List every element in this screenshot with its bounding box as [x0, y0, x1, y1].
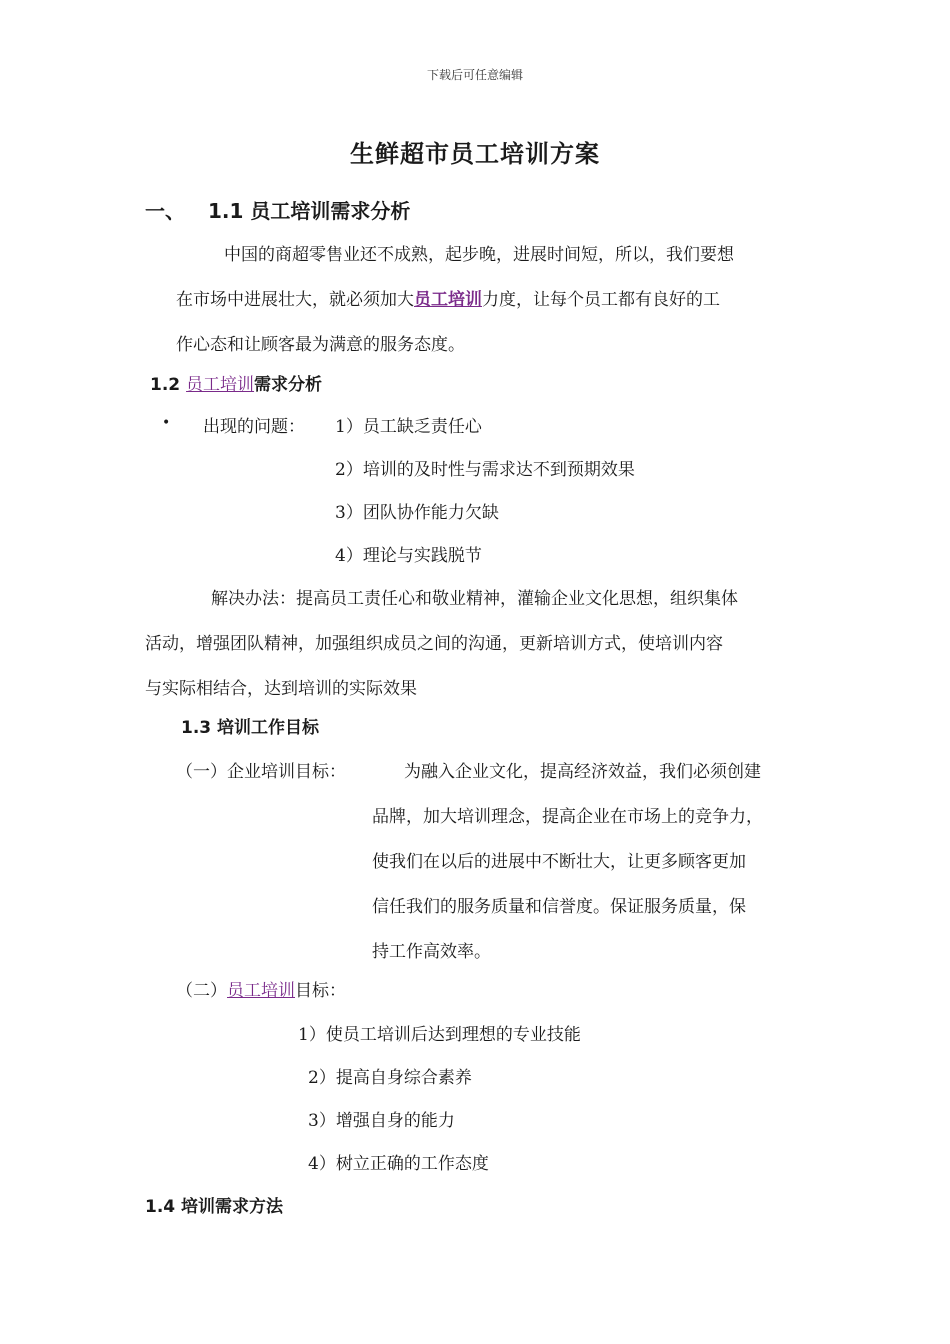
heading-prefix: 1.2: [150, 375, 187, 395]
goal2-item: 1）使员工培训后达到理想的专业技能: [298, 1025, 581, 1045]
goal2-label: [176, 976, 346, 1001]
employee-training-link[interactable]: 员工培训: [414, 290, 482, 310]
page-header: 下载后可任意编辑: [426, 68, 523, 82]
goal1-line: 信任我们的服务质量和信誉度。保证服务质量，保: [372, 897, 746, 917]
section-number: 一、: [145, 199, 185, 223]
section-heading-1-2: [150, 370, 322, 395]
section-heading-1-3: 1.3 培训工作目标: [181, 718, 320, 738]
goal1-label: （一）企业培训目标：: [176, 762, 346, 782]
bullet-point: •: [162, 415, 171, 431]
problem-item: 3）团队协作能力欠缺: [335, 503, 499, 523]
paragraph-text: 力度，让每个员工都有良好的工: [482, 290, 720, 310]
employee-training-link[interactable]: 员工培训: [227, 981, 295, 1001]
solution-line: 活动，增强团队精神，加强组织成员之间的沟通，更新培训方式，使培训内容: [145, 634, 723, 654]
goal2-item: 3）增强自身的能力: [308, 1111, 455, 1131]
problem-item: 4）理论与实践脱节: [335, 546, 482, 566]
paragraph-text: 在市场中进展壮大，就必须加大: [176, 290, 414, 310]
document-title: 生鲜超市员工培训方案: [350, 140, 600, 168]
paragraph-line: 中国的商超零售业还不成熟，起步晚，进展时间短，所以，我们要想: [224, 245, 734, 265]
section-heading-1-1: 1.1 员工培训需求分析: [208, 199, 411, 223]
goal2-item: 4）树立正确的工作态度: [308, 1154, 489, 1174]
problems-label: 出现的问题：: [203, 417, 305, 437]
goal1-line: 持工作高效率。: [372, 942, 491, 962]
heading-suffix: 需求分析: [254, 375, 323, 395]
goal1-line: 品牌，加大培训理念，提高企业在市场上的竞争力，: [372, 807, 763, 827]
problem-item: 2）培训的及时性与需求达不到预期效果: [335, 460, 635, 480]
problem-item: 1）员工缺乏责任心: [335, 417, 482, 437]
goal2-suffix: 目标：: [295, 981, 346, 1001]
goal1-line: 为融入企业文化，提高经济效益，我们必须创建: [404, 762, 761, 782]
goal2-prefix: （二）: [176, 981, 227, 1001]
employee-training-link[interactable]: 员工培训: [186, 375, 255, 395]
goal1-line: 使我们在以后的进展中不断壮大，让更多顾客更加: [372, 852, 746, 872]
goal2-item: 2）提高自身综合素养: [308, 1068, 472, 1088]
solution-line: 解决办法：提高员工责任心和敬业精神，灌输企业文化思想，组织集体: [211, 589, 738, 609]
paragraph-line: [176, 285, 720, 310]
paragraph-line: 作心态和让顾客最为满意的服务态度。: [176, 335, 465, 355]
solution-line: 与实际相结合，达到培训的实际效果: [145, 679, 417, 699]
section-heading-1-4: 1.4 培训需求方法: [145, 1197, 284, 1217]
